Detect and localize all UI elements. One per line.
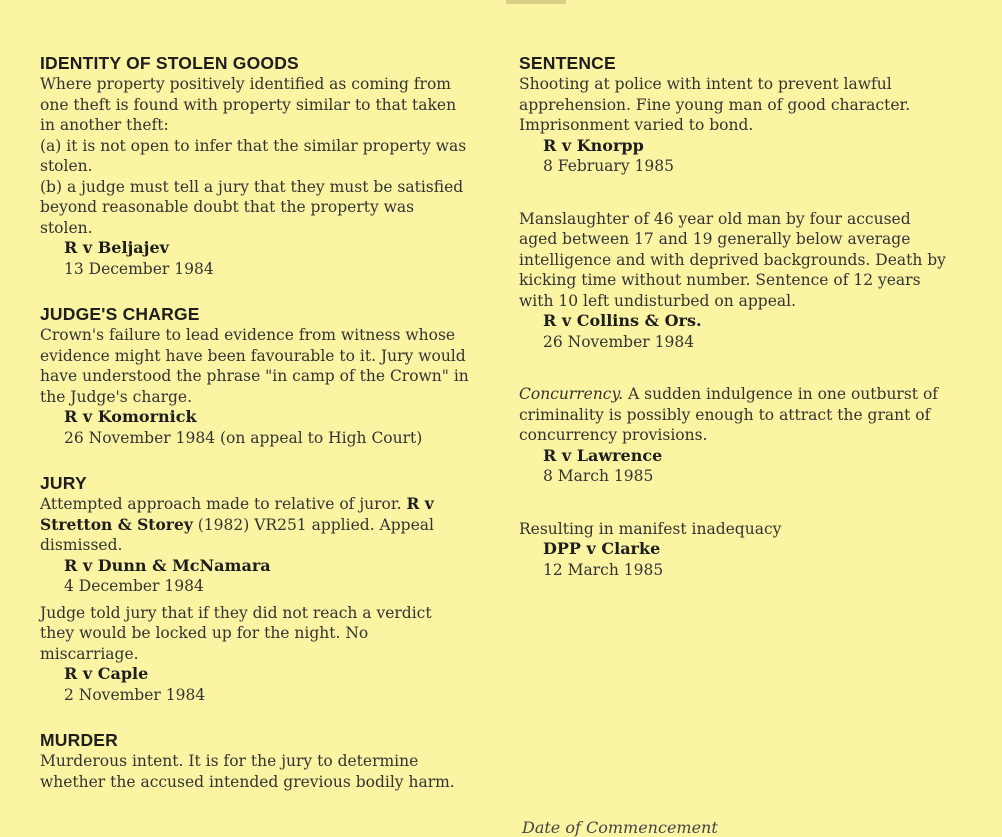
section-murder — [40, 729, 470, 792]
paragraph: Judge told jury that if they did not reach a verdict they would be locked up for the night. No miscarriage. — [40, 603, 432, 663]
case-name: R v Lawrence — [543, 445, 663, 465]
section-sentence — [519, 52, 949, 580]
section-heading: JURY — [40, 473, 87, 493]
paragraph: (b) a judge must tell a jury that they must be satisfied beyond reasonable doubt that the property was stolen. — [40, 177, 464, 237]
paragraph: Resulting in manifest inadequacy — [519, 519, 782, 538]
case-name: R v Caple — [64, 664, 149, 683]
paragraph: Shooting at police with intent to prevent lawful apprehension. Fine young man of good character. Imprisonment varied to bond. — [519, 75, 911, 134]
section-heading: IDENTITY OF STOLEN GOODS — [40, 53, 299, 73]
paragraph: (a) it is not open to infer that the similar property was stolen. — [40, 136, 467, 175]
case-date: 8 February 1985 — [543, 157, 674, 175]
case-date: 4 December 1984 — [64, 577, 204, 595]
section-heading: MURDER — [40, 730, 119, 750]
section-identity — [40, 52, 470, 279]
case-name: R v Dunn & McNamara — [64, 555, 271, 575]
text: (1982) VR251 applied. Appeal dismissed. — [40, 515, 434, 554]
left-column — [40, 52, 470, 816]
paragraph: Where property positively identified as coming from one theft is found with property similar to that taken in another theft: — [40, 75, 457, 134]
case-name: R v Knorpp — [543, 135, 644, 155]
case-name: DPP v Clarke — [543, 539, 661, 558]
right-column — [519, 52, 949, 604]
text: A sudden indulgence in one outburst of criminality is possibly enough to attract the grant of concurrency provisions. — [519, 385, 939, 444]
italic-term: Concurrency. — [519, 385, 624, 403]
section-heading: SENTENCE — [519, 53, 616, 73]
cited-case: R v Stretton & Storey — [40, 494, 434, 534]
section-heading: JUDGE'S CHARGE — [40, 304, 200, 324]
paragraph: Manslaughter of 46 year old man by four accused aged between 17 and 19 generally below average intelligence and with deprived backgrounds. Death by kicking time without number. Sentence of 12 years with 10 left undisturbed on appeal. — [519, 209, 946, 310]
section-judges-charge — [40, 303, 470, 448]
case-name: R v Beljajev — [64, 238, 169, 257]
top-edge-mark — [506, 0, 566, 4]
case-date: 13 December 1984 — [64, 259, 214, 278]
case-date: 26 November 1984 — [543, 332, 695, 351]
case-date: 26 November 1984 (on appeal to High Court) — [64, 428, 423, 447]
paragraph: Murderous intent. It is for the jury to determine whether the accused intended grevious bodily harm. — [40, 752, 455, 791]
section-jury — [40, 472, 470, 705]
paragraph: Crown's failure to lead evidence from witness whose evidence might have been favourable to it. Jury would have understood the phrase "in camp of the Crown" in the Judge's charge. — [40, 326, 469, 406]
case-date: 2 November 1984 — [64, 685, 206, 704]
case-name: R v Komornick — [64, 407, 197, 426]
case-date: 8 March 1985 — [543, 467, 654, 485]
paragraph — [40, 494, 470, 556]
text: Attempted approach made to relative of juror. — [40, 495, 407, 513]
paragraph — [519, 384, 949, 446]
footer-heading: Date of Commencement — [522, 818, 718, 837]
case-date: 12 March 1985 — [543, 560, 664, 579]
case-name: R v Collins & Ors. — [543, 311, 702, 330]
